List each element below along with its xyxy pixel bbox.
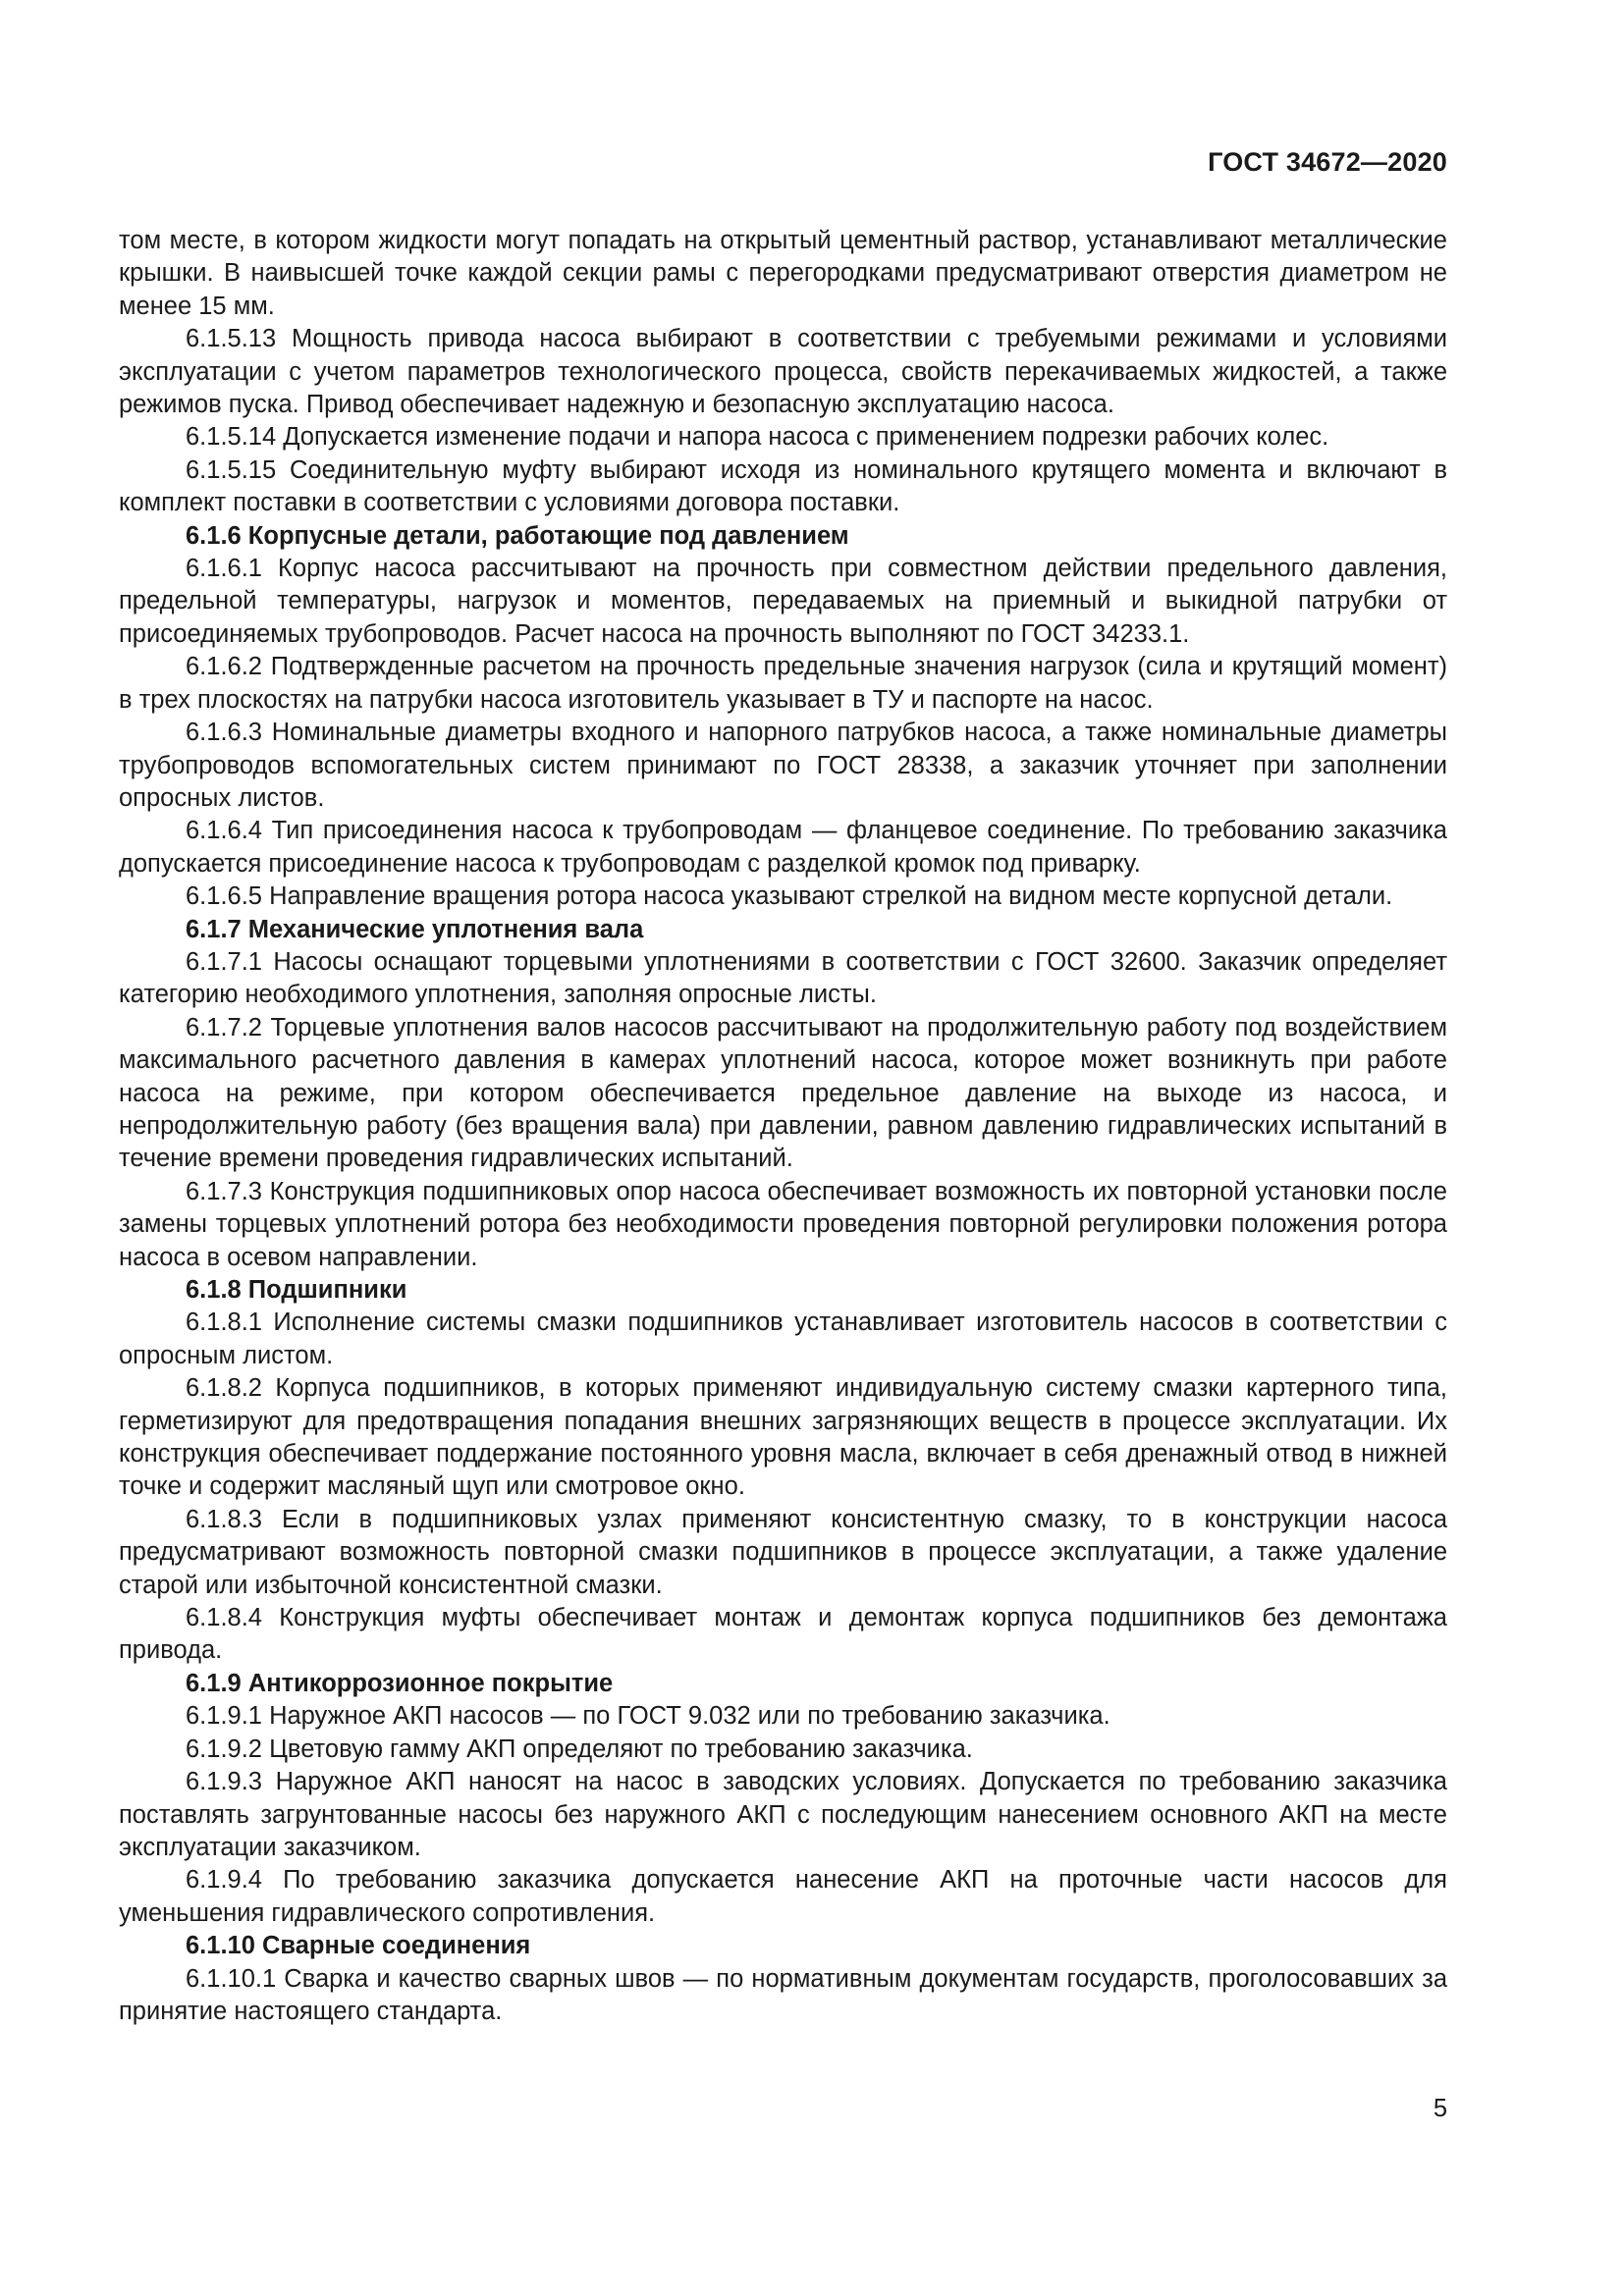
clause-6-1-5-13: 6.1.5.13 Мощность привода насоса выбирают в соответствии с требуемыми режимами и условиями эксплуатации с учетом параметров технологического процесса, свойств перекачиваемых жидкостей, а также режимов пуска. Привод обеспечивает надежную и безопасную эксплуатацию насоса. bbox=[119, 325, 1447, 419]
document-header: ГОСТ 34672—2020 bbox=[1208, 147, 1447, 177]
clause-6-1-8-1: 6.1.8.1 Исполнение системы смазки подшипников устанавливает изготовитель насосов в соответствии с опросным листом. bbox=[119, 1308, 1447, 1369]
section-heading-6-1-8: 6.1.8 Подшипники bbox=[186, 1276, 407, 1304]
document-body bbox=[119, 225, 1447, 2028]
clause-6-1-6-1: 6.1.6.1 Корпус насоса рассчитывают на прочность при совместном действии предельного давления, предельной температуры, нагрузок и моментов, передаваемых на приемный и выкидной патрубки от присоединяемых трубопроводов. Расчет насоса на прочность выполняют по ГОСТ 34233.1. bbox=[119, 555, 1447, 648]
clause-6-1-6-5: 6.1.6.5 Направление вращения ротора насоса указывают стрелкой на видном месте корпусной детали. bbox=[186, 882, 1393, 911]
section-heading-6-1-6: 6.1.6 Корпусные детали, работающие под давлением bbox=[186, 521, 849, 550]
clause-6-1-9-1: 6.1.9.1 Наружное АКП насосов — по ГОСТ 9.032 или по требованию заказчика. bbox=[186, 1702, 1110, 1731]
clause-6-1-7-2: 6.1.7.2 Торцевые уплотнения валов насосов рассчитывают на продолжительную работу под воздействием максимального расчетного давления в камерах уплотнений насоса, которое может возникнуть при работе насоса на режиме, при котором обеспечивается предельное давление на выходе из насоса, и непродолжительную работу (без вращения вала) при давлении, равном давлению гидравлических испытаний в течение времени проведения гидравлических испытаний. bbox=[119, 1013, 1447, 1173]
clause-6-1-6-3: 6.1.6.3 Номинальные диаметры входного и напорного патрубков насоса, а также номинальные диаметры трубопроводов вспомогательных систем принимают по ГОСТ 28338, а заказчик уточняет при заполнении опросных листов. bbox=[119, 719, 1447, 812]
clause-6-1-9-4: 6.1.9.4 По требованию заказчика допускается нанесение АКП на проточные части насосов для уменьшения гидравлического сопротивления. bbox=[119, 1866, 1447, 1927]
section-heading-6-1-9: 6.1.9 Антикоррозионное покрытие bbox=[186, 1669, 614, 1697]
paragraph-continuation: том месте, в котором жидкости могут попадать на открытый цементный раствор, устанавливают металлические крышки. В наивысшей точке каждой секции рамы с перегородками предусматривают отверстия диаметром не менее 15 мм. bbox=[119, 227, 1447, 320]
clause-6-1-8-3: 6.1.8.3 Если в подшипниковых узлах применяют консистентную смазку, то в конструкции насоса предусматривают возможность повторной смазки подшипников в процессе эксплуатации, а также удаление старой или избыточной консистентной смазки. bbox=[119, 1505, 1447, 1599]
clause-6-1-6-2: 6.1.6.2 Подтвержденные расчетом на прочность предельные значения нагрузок (сила и крутящий момент) в трех плоскостях на патрубки насоса изготовитель указывает в ТУ и паспорте на насос. bbox=[119, 653, 1447, 714]
clause-6-1-5-15: 6.1.5.15 Соединительную муфту выбирают исходя из номинального крутящего момента и включают в комплект поставки в соответствии с условиями договора поставки. bbox=[119, 455, 1447, 517]
clause-6-1-8-4: 6.1.8.4 Конструкция муфты обеспечивает монтаж и демонтаж корпуса подшипников без демонтажа привода. bbox=[119, 1604, 1447, 1665]
section-heading-6-1-10: 6.1.10 Сварные соединения bbox=[186, 1932, 531, 1960]
clause-6-1-7-3: 6.1.7.3 Конструкция подшипниковых опор насоса обеспечивает возможность их повторной установки после замены торцевых уплотнений ротора без необходимости проведения повторной регулировки положения ротора насоса в осевом направлении. bbox=[119, 1177, 1447, 1271]
clause-6-1-8-2: 6.1.8.2 Корпуса подшипников, в которых применяют индивидуальную систему смазки картерного типа, герметизируют для предотвращения попадания внешних загрязняющих веществ в процессе эксплуатации. Их конструкция обеспечивает поддержание постоянного уровня масла, включает в себя дренажный отвод в нижней точке и содержит масляный щуп или смотровое окно. bbox=[119, 1374, 1447, 1501]
clause-6-1-6-4: 6.1.6.4 Тип присоединения насоса к трубопроводам — фланцевое соединение. По требованию заказчика допускается присоединение насоса к трубопроводам с разделкой кромок под приварку. bbox=[119, 817, 1447, 878]
clause-6-1-9-3: 6.1.9.3 Наружное АКП наносят на насос в заводских условиях. Допускается по требованию заказчика поставлять загрунтованные насосы без наружного АКП с последующим нанесением основного АКП на месте эксплуатации заказчиком. bbox=[119, 1768, 1447, 1861]
clause-6-1-5-14: 6.1.5.14 Допускается изменение подачи и напора насоса с применением подрезки рабочих колес. bbox=[186, 423, 1329, 452]
clause-6-1-10-1: 6.1.10.1 Сварка и качество сварных швов — по нормативным документам государств, проголосовавших за принятие настоящего стандарта. bbox=[119, 1964, 1447, 2025]
section-heading-6-1-7: 6.1.7 Механические уплотнения вала bbox=[186, 915, 644, 943]
clause-6-1-7-1: 6.1.7.1 Насосы оснащают торцевыми уплотнениями в соответствии с ГОСТ 32600. Заказчик определяет категорию необходимого уплотнения, заполняя опросные листы. bbox=[119, 947, 1447, 1009]
page-number: 5 bbox=[1433, 2095, 1447, 2122]
clause-6-1-9-2: 6.1.9.2 Цветовую гамму АКП определяют по требованию заказчика. bbox=[186, 1735, 973, 1763]
